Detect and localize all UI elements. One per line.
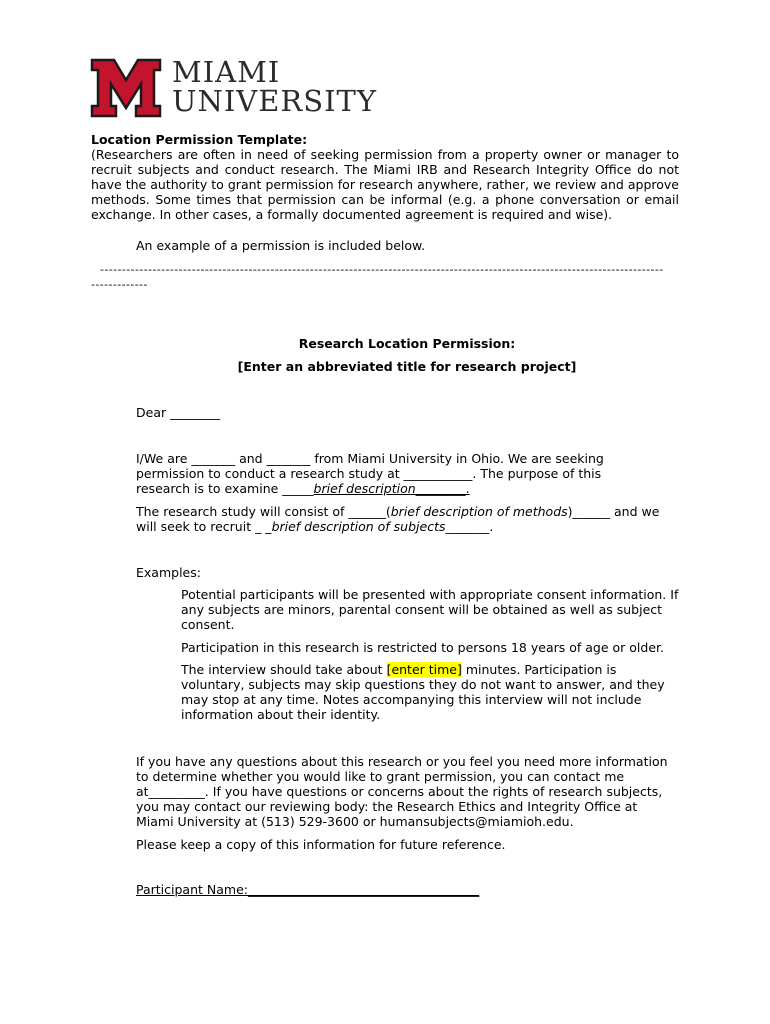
purpose-paragraph bbox=[136, 451, 636, 496]
logo-text-university: UNIVERSITY bbox=[172, 84, 378, 118]
contact-paragraph: If you have any questions about this research or you feel you need more information to determine whether you would like to grant permission, you can contact me at_________. If you have questions or concerns about the rights of research subjects, you may contact our reviewing body: the Research Ethics and Integrity Office at Miami University at (513) 529-3600 or humansubjects@miamioh.edu. bbox=[136, 754, 668, 829]
letter-subtitle: [Enter an abbreviated title for research project] bbox=[237, 359, 577, 374]
examples-label: Examples: bbox=[136, 565, 201, 580]
separator-line-1: --------------------------------------------------------------------------------------------------------------------------------- bbox=[100, 263, 664, 276]
keep-copy-note: Please keep a copy of this information for future reference. bbox=[136, 837, 506, 852]
methods-paragraph bbox=[136, 504, 676, 534]
separator-line-2: ------------- bbox=[91, 278, 148, 291]
template-title: Location Permission Template: bbox=[91, 132, 308, 147]
example-note: An example of a permission is included below. bbox=[136, 238, 426, 253]
methods-text-a: The research study will consist of ______( bbox=[136, 504, 391, 519]
letter-title: Research Location Permission: bbox=[298, 336, 516, 351]
methods-field: brief description of methods bbox=[390, 504, 568, 519]
interview-text-b: minutes. Participation is voluntary, subjects may skip questions they do not want to answer, and they may stop at any time. Notes accompanying this interview will not include information about their identity. bbox=[181, 662, 665, 722]
template-intro: (Researchers are often in need of seeking permission from a property owner or manager to recruit subjects and conduct research. The Miami IRB and Research Integrity Office do not have the authority to grant permission for research anywhere, rather, we review and approve methods. Some times that permission can be informal (e.g. a phone conversation or email exchange. In other cases, a formally documented agreement is required and wise). bbox=[91, 147, 679, 222]
participant-name-field bbox=[136, 882, 681, 897]
example-age-restriction: Participation in this research is restricted to persons 18 years of age or older. bbox=[181, 640, 664, 655]
interview-text-a: The interview should take about bbox=[181, 662, 387, 677]
participant-name-line: _____________________________________ bbox=[247, 882, 480, 897]
logo-text-miami: MIAMI bbox=[172, 55, 281, 89]
participant-name-label: Participant Name: bbox=[136, 882, 248, 897]
miami-m-logo-icon bbox=[90, 58, 162, 118]
brief-description-field: brief description bbox=[313, 481, 416, 496]
methods-text-c: _______. bbox=[445, 519, 494, 534]
purpose-text-b: ________. bbox=[415, 481, 470, 496]
methods-text-b: )______ and we will seek to recruit _ _ bbox=[136, 504, 660, 534]
example-consent: Potential participants will be presented with appropriate consent information. If any subjects are minors, parental consent will be obtained as well as subject consent. bbox=[181, 587, 679, 632]
subjects-field: brief description of subjects bbox=[271, 519, 446, 534]
example-interview bbox=[181, 662, 681, 722]
purpose-text-a: I/We are _______ and _______ from Miami University in Ohio. We are seeking permission to conduct a research study at ___________. The purpose of this research is to examine _____ bbox=[136, 451, 604, 496]
salutation: Dear ________ bbox=[136, 405, 221, 420]
enter-time-highlight: [enter time] bbox=[386, 662, 462, 677]
miami-university-logo bbox=[90, 55, 380, 118]
